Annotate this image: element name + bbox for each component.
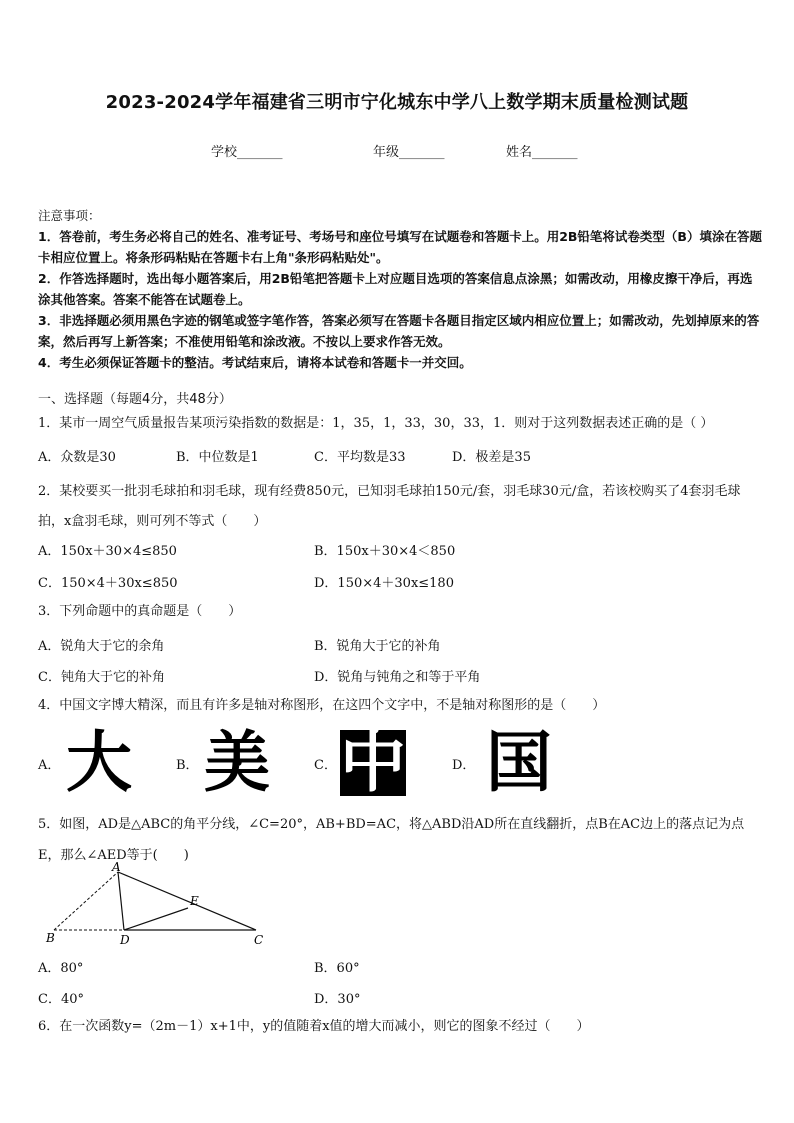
section-heading: 一、选择题（每题4分，共48分） bbox=[38, 392, 232, 407]
q5-option-b: B．60° bbox=[314, 961, 360, 976]
q2-option-c: C．150×4＋30x≤850 bbox=[38, 576, 178, 591]
q5-option-d: D．30° bbox=[314, 992, 361, 1007]
question-5-stem: 5．如图，AD是△ABC的角平分线，∠C=20°，AB+BD=AC，将△ABD沿AD所在直线翻折，点B在AC边上的落点记为点E，那么∠AED等于( ) bbox=[38, 817, 745, 863]
question-4-stem: 4．中国文字博大精深，而且有许多是轴对称图形，在这四个文字中，不是轴对称图形的是（ ） bbox=[38, 698, 606, 713]
q1-option-a: A．众数是30 bbox=[38, 450, 116, 465]
line-ac bbox=[118, 872, 256, 930]
label-e: E bbox=[190, 894, 199, 908]
line-de bbox=[124, 908, 188, 930]
character-image-guo: 国 bbox=[486, 724, 552, 801]
q1-option-b: B．中位数是1 bbox=[176, 450, 259, 465]
q2-option-a: A．150x＋30×4≤850 bbox=[38, 544, 177, 559]
school-field: 学校_______ bbox=[211, 145, 283, 160]
q3-option-b: B．锐角大于它的补角 bbox=[314, 639, 441, 654]
note-item: 2．作答选择题时，选出每小题答案后，用2B铅笔把答题卡上对应题目选项的答案信息点涂黑；如需改动，用橡皮擦干净后，再选涂其他答案。答案不能答在试题卷上。 bbox=[38, 271, 753, 307]
character-image-mei: 美 bbox=[204, 724, 270, 801]
line-ad bbox=[118, 872, 124, 930]
q3-option-a: A．锐角大于它的余角 bbox=[38, 639, 165, 654]
note-item: 1．答卷前，考生务必将自己的姓名、准考证号、考场号和座位号填写在试题卷和答题卡上。用2B铅笔将试卷类型（B）填涂在答题卡相应位置上。将条形码粘贴在答题卡右上角"条形码粘贴处"。 bbox=[38, 229, 762, 265]
grade-field: 年级_______ bbox=[373, 145, 445, 160]
q3-option-d: D．锐角与钝角之和等于平角 bbox=[314, 670, 481, 685]
q2-option-b: B．150x＋30×4＜850 bbox=[314, 544, 456, 559]
q4-option-b: B． bbox=[176, 758, 199, 773]
notes-heading: 注意事项： bbox=[38, 208, 101, 223]
question-6-stem: 6．在一次函数y=（2m－1）x+1中，y的值随着x值的增大而减小，则它的图象不经过（ ） bbox=[38, 1019, 590, 1034]
label-a: A bbox=[112, 862, 121, 874]
q5-option-c: C．40° bbox=[38, 992, 84, 1007]
label-d: D bbox=[120, 933, 130, 947]
q2-option-d: D．150×4＋30x≤180 bbox=[314, 576, 454, 591]
triangle-diagram bbox=[38, 862, 278, 952]
character-image-da: 大 bbox=[66, 724, 132, 801]
q4-option-a: A． bbox=[38, 758, 61, 773]
label-b: B bbox=[46, 931, 55, 945]
notes-section bbox=[38, 205, 762, 373]
dashed-line-ab bbox=[54, 872, 118, 930]
question-1-stem: 1．某市一周空气质量报告某项污染指数的数据是：1，35，1，33，30，33，1．则对于这列数据表述正确的是（ ） bbox=[38, 416, 714, 431]
q4-option-d: D． bbox=[452, 758, 476, 773]
question-2-stem: 2．某校要买一批羽毛球拍和羽毛球，现有经费850元，已知羽毛球拍150元/套，羽毛球30元/盒，若该校购买了4套羽毛球拍，x盒羽毛球，则可列不等式（ ） bbox=[38, 484, 741, 529]
note-item: 4．考生必须保证答题卡的整洁。考试结束后，请将本试卷和答题卡一并交回。 bbox=[38, 355, 472, 370]
q1-option-c: C．平均数是33 bbox=[314, 450, 406, 465]
character-image-zhong: 中 bbox=[340, 724, 406, 801]
question-3-stem: 3．下列命题中的真命题是（ ） bbox=[38, 604, 242, 619]
name-field: 姓名_______ bbox=[506, 145, 578, 160]
q4-option-c: C． bbox=[314, 758, 337, 773]
label-c: C bbox=[254, 933, 264, 947]
q1-option-d: D．极差是35 bbox=[452, 450, 531, 465]
note-item: 3．非选择题必须用黑色字迹的钢笔或签字笔作答，答案必须写在答题卡各题目指定区域内相应位置上；如需改动，先划掉原来的答案，然后再写上新答案；不准使用铅笔和涂改液。不按以上要求作答无效。 bbox=[38, 313, 760, 349]
q3-option-c: C．钝角大于它的补角 bbox=[38, 670, 165, 685]
q5-option-a: A．80° bbox=[38, 961, 84, 976]
page-title: 2023-2024学年福建省三明市宁化城东中学八上数学期末质量检测试题 bbox=[105, 92, 689, 113]
